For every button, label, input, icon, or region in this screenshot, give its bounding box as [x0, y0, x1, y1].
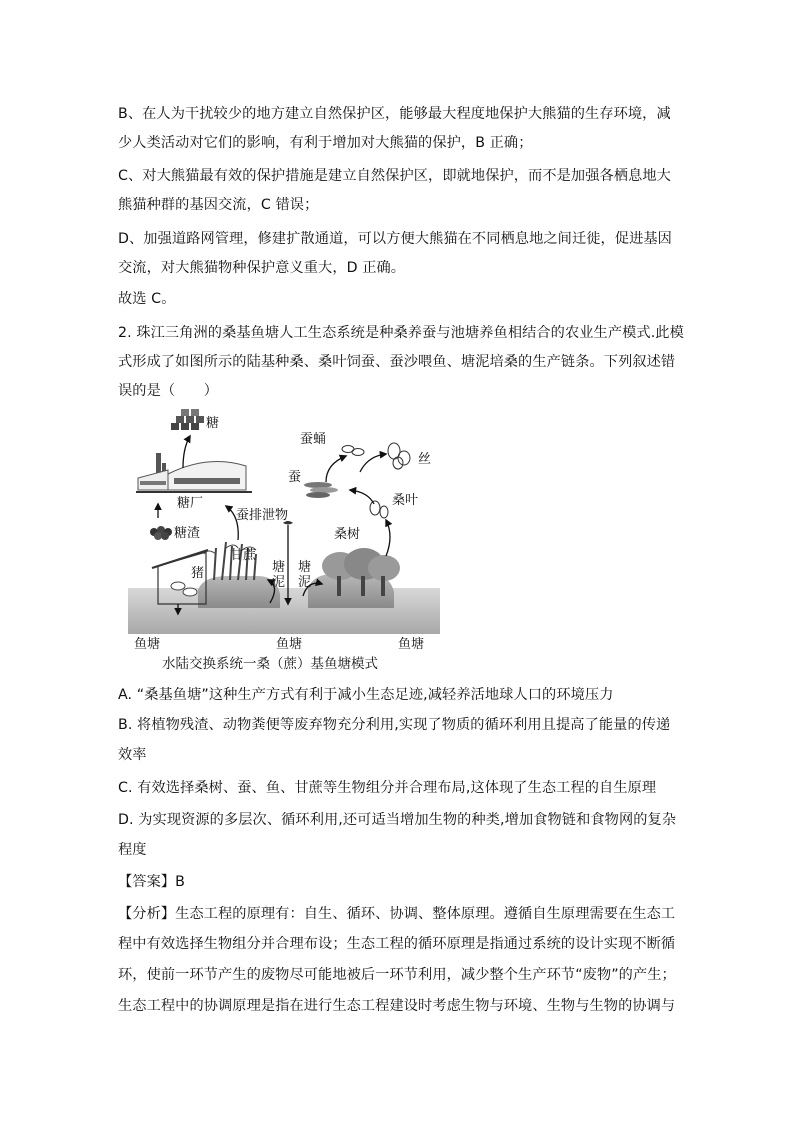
label-mulberry-leaf: 桑叶 — [392, 493, 419, 508]
label-fish-pond-left: 鱼塘 — [134, 637, 161, 652]
explanation-line-1: 【分析】生态工程的原理有：自生、循环、协调、整体原理。遵循自生原理需要在生态工 — [118, 906, 676, 922]
diagram-caption: 水陆交换系统一桑（蔗）基鱼塘模式 — [162, 656, 378, 672]
label-silkworm: 蚕 — [288, 470, 302, 485]
analysis-line-d2: 交流，对大熊猫物种保护意义重大，D 正确。 — [118, 260, 406, 276]
explanation-line-3: 环，使前一环节产生的废物尽可能地被后一环节利用，减少整个生产环节“废物”的产生； — [118, 967, 676, 983]
option-d-line-1: D. 为实现资源的多层次、循环利用,还可适当增加生物的种类,增加食物链和食物网的复杂 — [118, 812, 677, 828]
analysis-line-c2: 熊猫种群的基因交流，C 错误； — [118, 197, 319, 213]
option-d-line-2: 程度 — [118, 842, 147, 858]
label-pig: 猪 — [191, 566, 205, 581]
label-sugar-factory: 糖厂 — [177, 496, 204, 511]
explanation-line-4: 生态工程中的协调原理是指在进行生态工程建设时考虑生物与环境、生物与生物的协调与 — [118, 998, 676, 1014]
label-fish-pond-right: 鱼塘 — [398, 637, 425, 652]
sugar-icon — [171, 409, 204, 430]
label-bagasse: 糖渣 — [174, 526, 201, 541]
question-line-2: 式形成了如图所示的陆基种桑、桑叶饲蚕、蚕沙喂鱼、塘泥培桑的生产链条。下列叙述错 — [118, 354, 676, 370]
option-b-line-1: B. 将植物残渣、动物粪便等废弃物充分利用,实现了物质的循环利用且提高了能量的传递 — [118, 717, 671, 733]
option-b-line-2: 效率 — [118, 747, 147, 763]
label-mulberry-tree: 桑树 — [334, 527, 361, 542]
question-line-3: 误的是（ ） — [118, 383, 219, 399]
answer: 【答案】B — [118, 874, 185, 890]
silk-cocoon-icon — [388, 443, 410, 469]
option-c: C. 有效选择桑树、蚕、鱼、甘蔗等生物组分并合理布局,这体现了生态工程的自生原理 — [118, 780, 657, 796]
explanation-line-2: 程中有效选择生物组分并合理布设；生态工程的循环原理是指通过系统的设计实现不断循 — [118, 936, 676, 952]
label-pond-mud-right: 塘泥 — [298, 560, 312, 590]
choose-answer: 故选 C。 — [118, 291, 176, 307]
analysis-line-b1: B、在人为干扰较少的地方建立自然保护区，能够最大程度地保护大熊猫的生存环境，减 — [118, 106, 671, 122]
question-line-1: 2. 珠江三角洲的桑基鱼塘人工生态系统是种桑养蚕与池塘养鱼相结合的农业生产模式.此模 — [118, 325, 684, 341]
label-silkworm-pupa: 蚕蛹 — [300, 432, 327, 447]
mulberry-leaf-icon — [370, 501, 388, 518]
sugar-factory-icon — [136, 453, 252, 492]
analysis-line-b2: 少人类活动对它们的影响，有利于增加对大熊猫的保护，B 正确； — [118, 135, 533, 151]
silkworm-pupa-icon — [342, 446, 364, 456]
bagasse-icon — [150, 526, 172, 540]
label-sugar: 糖 — [206, 416, 220, 431]
label-fish-pond-middle: 鱼塘 — [276, 637, 303, 652]
label-silk: 丝 — [418, 452, 432, 467]
label-silkworm-waste: 蚕排泄物 — [236, 508, 289, 523]
analysis-line-d1: D、加强道路网管理，修建扩散通道，可以方便大熊猫在不同栖息地之间迁徙，促进基因 — [118, 231, 672, 247]
mulberry-dike-fish-pond-diagram — [128, 408, 440, 656]
silkworm-icon — [304, 482, 338, 498]
label-pond-mud-left: 塘泥 — [272, 560, 286, 590]
analysis-line-c1: C、对大熊猫最有效的保护措施是建立自然保护区，即就地保护，而不是加强各栖息地大 — [118, 168, 671, 184]
label-sugarcane: 甘蔗 — [230, 548, 257, 563]
option-a: A. “桑基鱼塘”这种生产方式有利于减小生态足迹,减轻养活地球人口的环境压力 — [118, 687, 614, 703]
